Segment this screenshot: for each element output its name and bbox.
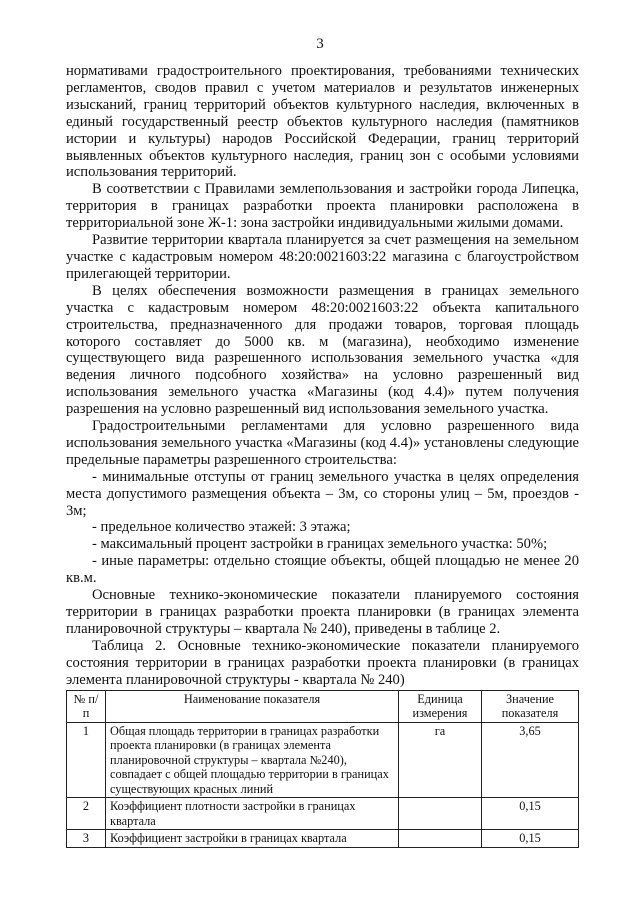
row-value: 0,15: [482, 798, 579, 830]
row-num: 2: [67, 798, 106, 830]
row-unit: [399, 798, 482, 830]
document-body: [66, 63, 579, 848]
paragraph-development: Развитие территории квартала планируется за счет размещения на земельном участке с кадастровым номером 48:20:0021603:22 магазина с благоустройством прилегающей территории.: [66, 232, 579, 282]
paragraph-indicators: Основные технико-экономические показатели планируемого состояния территории в границах разработки проекта планировки (в границах элемента планировочной структуры – квартала № 240), приведены в таблице 2.: [66, 587, 579, 637]
bullet-floors: - предельное количество этажей: 3 этажа;: [92, 519, 351, 536]
bullet-setbacks: - минимальные отступы от границ земельного участка в целях определения места допустимого размещения объекта – 3м, со стороны улиц – 5м, проездов - 3м;: [66, 468, 579, 519]
row-name: Общая площадь территории в границах разработки проекта планировки (в границах элемента планировочной структуры – квартала №240), совпадает с общей площадью территории в границах существующих красных линий: [106, 722, 399, 798]
row-name: Коэффициент застройки в границах квартала: [106, 830, 399, 848]
header-unit: Единица измерения: [399, 690, 482, 722]
table-row: [67, 830, 579, 848]
paragraph-permitted-use: В целях обеспечения возможности размещения в границах земельного участка с кадастровым номером 48:20:0021603:22 объекта капитального строительства, предназначенного для продажи товаров, торговая площадь которого составляет до 5000 кв. м (магазина), необходимо изменение существующего вида разрешенного использования земельного участка «для ведения личного подсобного хозяйства» на условно разрешенный вид использования земельного участка «Магазины (код 4.4)» путем получения разрешения на условно разрешенный вид использования земельного участка.: [66, 282, 579, 418]
row-unit: га: [399, 722, 482, 798]
table-header-row: [67, 690, 579, 722]
header-value: Значение показателя: [482, 690, 579, 722]
row-value: 3,65: [482, 722, 579, 798]
table-row: [67, 722, 579, 798]
row-num: 1: [67, 722, 106, 798]
page-number: 3: [316, 36, 324, 52]
table-caption: Таблица 2. Основные технико-экономические показатели планируемого состояния территории в границах разработки проекта планировки (в границах элемента планировочной структуры - квартала № 240): [66, 637, 579, 688]
paragraph-continuation: нормативами градостроительного проектирования, требованиями технических регламентов, сводов правил с учетом материалов и результатов инженерных изысканий, границ территорий объектов культурного наследия, включенных в единый государственный реестр объектов культурного наследия (памятников истории и культуры) народов Российской Федерации, границ территорий выявленных объектов культурного наследия, границ зон с особыми условиями использования территорий.: [66, 63, 579, 181]
paragraph-regulations: Градостроительными регламентами для условно разрешенного вида использования земельного участка «Магазины (код 4.4)» установлены следующие предельные параметры разрешенного строительства:: [66, 418, 579, 468]
bullet-coverage: - максимальный процент застройки в границах земельного участка: 50%;: [92, 536, 548, 553]
table-row: [67, 798, 579, 830]
row-name: Коэффициент плотности застройки в границах квартала: [106, 798, 399, 830]
header-name: Наименование показателя: [106, 690, 399, 722]
bullet-other: - иные параметры: отдельно стоящие объекты, общей площадью не менее 20 кв.м.: [66, 553, 579, 587]
row-unit: [399, 830, 482, 848]
row-value: 0,15: [482, 830, 579, 848]
paragraph-zoning: В соответствии с Правилами землепользования и застройки города Липецка, территория в границах разработки проекта планировки расположена в территориальной зоне Ж-1: зона застройки индивидуальными жилыми домами.: [66, 181, 579, 232]
header-num: № п/п: [67, 690, 106, 722]
indicators-table: [66, 690, 579, 848]
row-num: 3: [67, 830, 106, 848]
